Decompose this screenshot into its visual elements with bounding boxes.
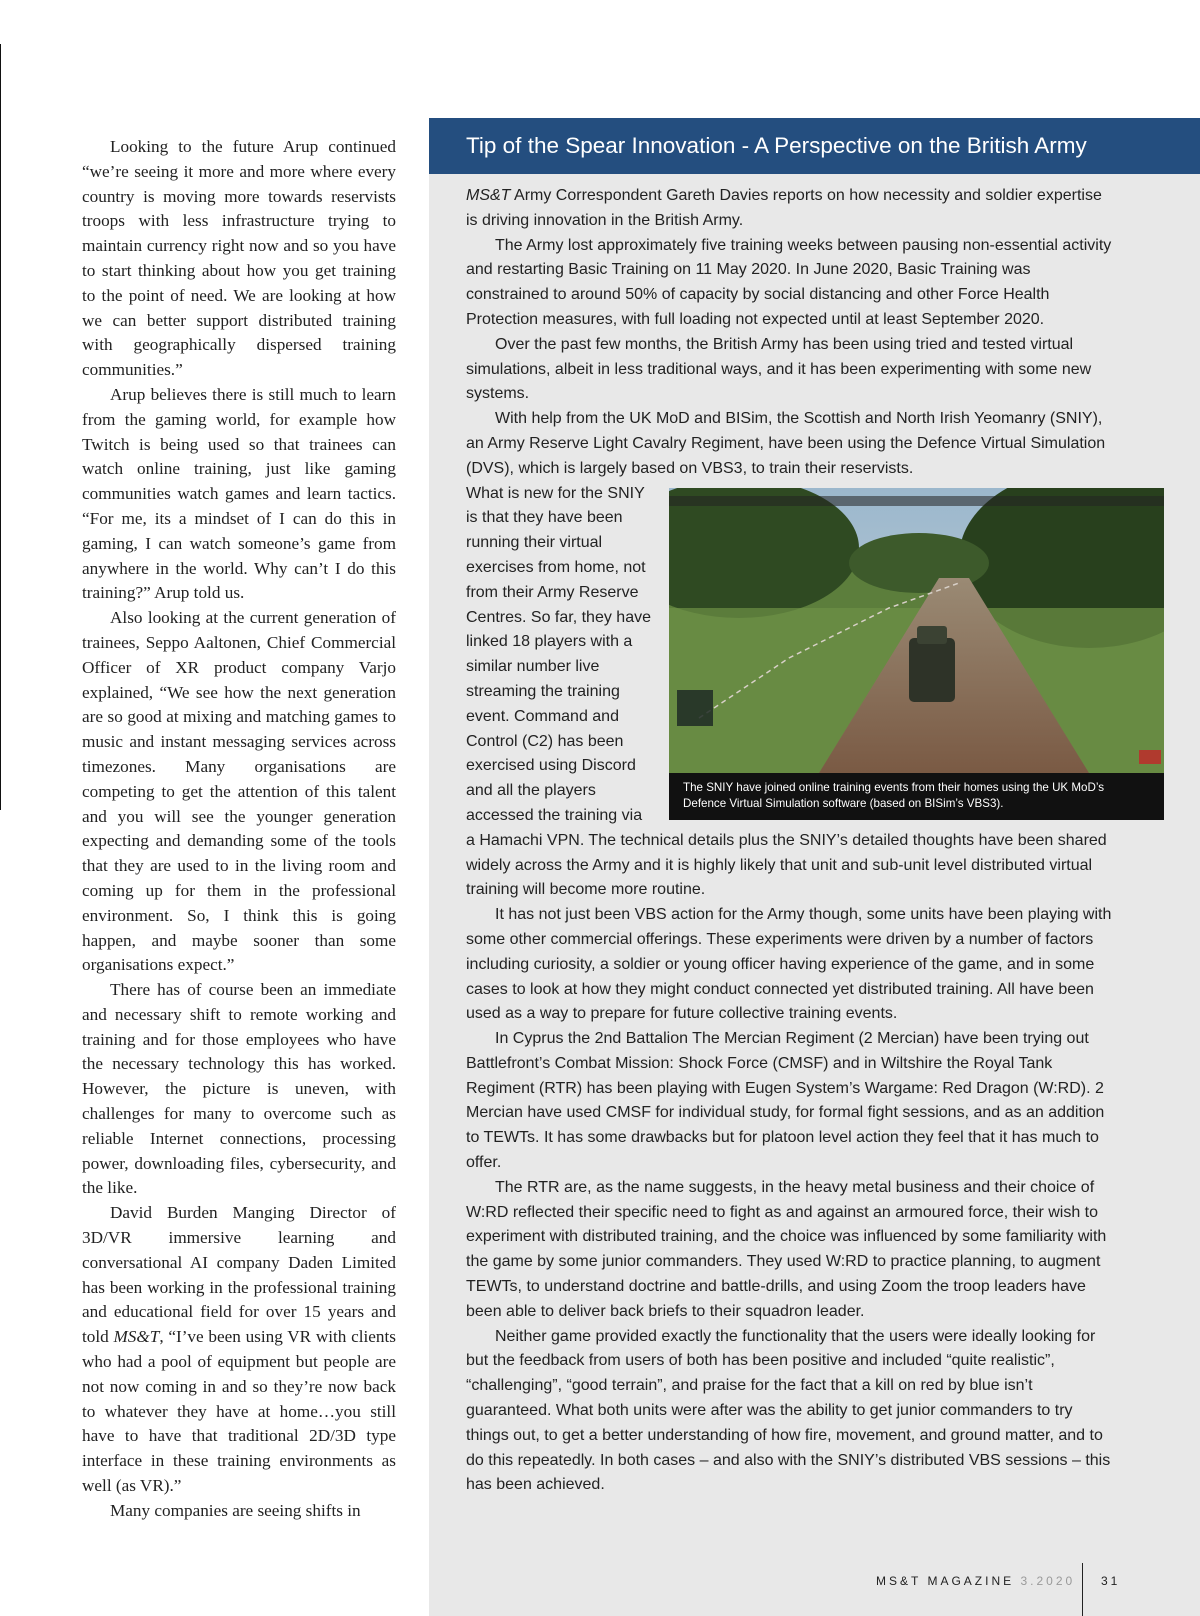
article-paragraph: Looking to the future Arup continued “we’re seeing it more and more where every country is moving more towards reservists troops with less infrastructure trying to maintain currency right now and so you have to start thinking about how you get training to the point of need. We are looking at how we can better support distributed training with geographically dispersed training communities.” [82, 137, 396, 380]
article-paragraph-burden [82, 1201, 396, 1499]
intro-text: Army Correspondent Gareth Davies reports on how necessity and soldier expertise is driving innovation in the British Army. [466, 187, 1102, 229]
figure-caption: The SNIY have joined online training events from their homes using the UK MoD’s Defence Virtual Simulation software (based on BISim’s VBS3). [669, 773, 1164, 820]
footer-divider [1082, 1563, 1083, 1616]
footer-issue: 3.2020 [1020, 1574, 1076, 1588]
article-paragraph: There has of course been an immediate and necessary shift to remote working and training and for those employees who have the necessary technology this has worked. However, the picture is uneven, with challenges for many to overcome such as reliable Internet connections, processing power, downloading files, cybersecurity, and the like. [82, 980, 396, 1198]
sidebar-box [429, 118, 1200, 1616]
article-paragraph: Arup believes there is still much to learn from the gaming world, for example how Twitch is being used so that trainees can watch online training, just like gaming communities watch games and learn tactics. “For me, its a mindset of I can do this in gaming, I can watch someone’s game from anywhere in the world. Why can’t I do this training?” Arup told us. [82, 384, 396, 603]
sidebar-intro [466, 184, 1116, 234]
page-number: 31 [1101, 1574, 1121, 1588]
footer-magazine [876, 1574, 1075, 1588]
page-edge-rule [0, 44, 1, 810]
sidebar-paragraph: The RTR are, as the name suggests, in the heavy metal business and their choice of W:RD reflected their specific need to fight as and against an armoured force, their wish to experiment with distributed training, and the choice was influenced by some familiarity with the game by some junior commanders. They used W:RD to practice planning, to augment TEWTs, to understand doctrine and battle-drills, and using Zoom the troop leaders have been able to deliver back briefs to their squadron leader. [466, 1178, 1107, 1320]
burden-text-post: , “I’ve been using VR with clients who had a pool of equipment but people are not now coming in and so they’re now back to whatever they have at home…you still have to have that traditional 2D/3D type interface in these training environments as well (as VR).” [82, 1327, 396, 1496]
intro-publication: MS&T [466, 187, 511, 204]
burden-publication: MS&T [113, 1327, 160, 1347]
article-paragraph: Also looking at the current generation of trainees, Seppo Aaltonen, Chief Commercial Officer of XR product company Varjo explained, “We see how the next generation are so good at mixing and matching games to music and instant messaging services across timezones. Many organisations are competing to get the attention of this talent and you will see the younger generation expecting and demanding some of the tools that they are used to in the living room and coming up for them in the professional environment. So, I think this is going happen, and maybe sooner than some organisations expect.” [82, 608, 396, 975]
sidebar-paragraph: Neither game provided exactly the functionality that the users were ideally looking for but the feedback from users of both has been positive and included “quite realistic”, “challenging”, “good terrain”, and praise for the fact that a kill on red by blue isn’t guaranteed. What both units were after was the ability to get junior commanders to try things out, to get a better understanding of how fire, movement, and ground matter, and to do this repeatedly. In both cases – and also with the SNIY’s distributed VBS sessions – this has been achieved. [466, 1327, 1111, 1494]
footer-magazine-name: MS&T MAGAZINE [876, 1574, 1015, 1588]
sidebar-paragraph: Over the past few months, the British Army has been using tried and tested virtual simulations, albeit in less traditional ways, and it has been experimenting with some new systems. [466, 335, 1092, 403]
left-article-column [82, 135, 396, 1524]
sidebar-paragraph: The Army lost approximately five training weeks between pausing non-essential activity and restarting Basic Training on 11 May 2020. In June 2020, Basic Training was constrained to around 50% of capacity by social distancing and other Force Health Protection measures, with full loading not expected until at least September 2020. [466, 236, 1112, 328]
sidebar-body [466, 184, 1116, 1498]
burden-text-pre: David Burden Manging Director of 3D/VR immersive learning and conversational AI company Daden Limited has been working in the professional training and educational field for over 15 years and told [82, 1203, 396, 1347]
article-paragraph: Many companies are seeing shifts in [110, 1500, 361, 1520]
simulation-screenshot [669, 488, 1164, 773]
sidebar-paragraph-wrap: What is new for the SNIY is that they have been running their virtual exercises from home, not from their Army Reserve Centres. So far, they have linked 18 players with a similar number live streaming the training event. Command and Control (C2) has been exercised using Discord and all the players accessed the training via a Hamachi VPN. The technical details plus the SNIY’s detailed thoughts have been shared widely across the Army and it is highly likely that unit and sub-unit level distributed virtual training will become more routine. [466, 484, 1107, 899]
sidebar-paragraph: With help from the UK MoD and BISim, the Scottish and North Irish Yeomanry (SNIY), an Army Reserve Light Cavalry Regiment, have been using the Defence Virtual Simulation (DVS), which is largely based on VBS3, to train their reservists. [466, 410, 1106, 477]
sidebar-title: Tip of the Spear Innovation - A Perspective on the British Army [429, 118, 1200, 174]
sidebar-paragraph: It has not just been VBS action for the Army though, some units have been playing with some other commercial offerings. These experiments were driven by a number of factors including curiosity, a soldier or young officer having experience of the game, and in some cases to look at how they might conduct connected yet distributed training. All have been used as a way to prepare for future collective training events. [466, 906, 1112, 1023]
sidebar-paragraph: In Cyprus the 2nd Battalion The Mercian Regiment (2 Mercian) have been trying out Battlefront’s Combat Mission: Shock Force (CMSF) and in Wiltshire the Royal Tank Regiment (RTR) has been playing with Eugen System’s Wargame: Red Dragon (W:RD). 2 Mercian have used CMSF for individual study, for formal fight sessions, and as an addition to TEWTs. It has some drawbacks but for platoon level action they feel that it has much to offer. [466, 1030, 1105, 1172]
simulation-figure [669, 488, 1164, 820]
